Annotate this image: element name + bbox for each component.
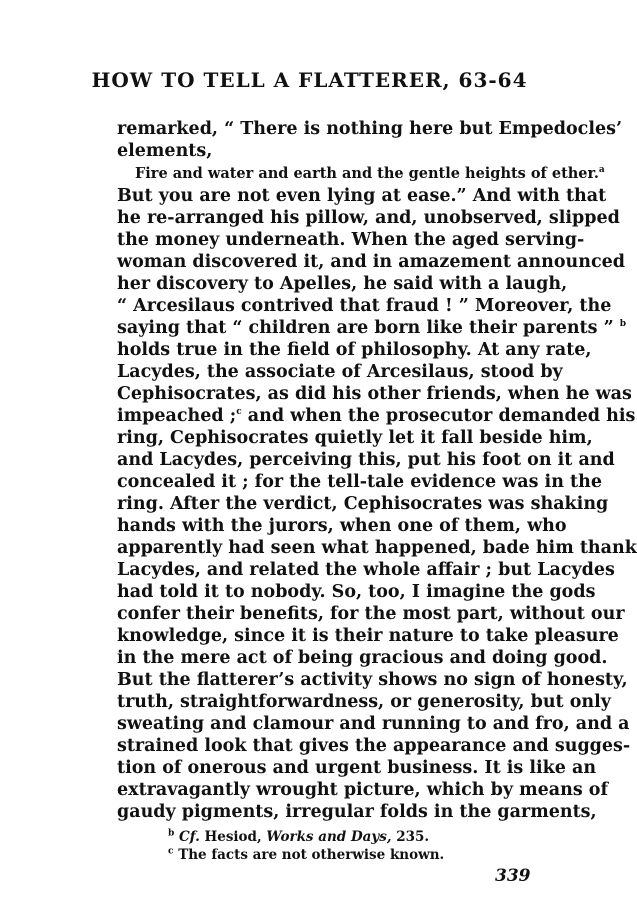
- text-line: [117, 317, 627, 339]
- text-line: and Lacydes, perceiving this, put his foot on it and: [117, 450, 615, 470]
- footnote-work-title: Works and Days,: [266, 829, 392, 845]
- text-line: hands with the jurors, when one of them, who: [117, 516, 567, 536]
- text-segment: saying that “ children are born like their parents ”: [117, 318, 614, 338]
- footnote-c: [168, 847, 444, 864]
- text-line: apparently had seen what happened, bade him thank: [117, 538, 637, 558]
- verse-text: Fire and water and earth and the gentle heights of ether.: [135, 165, 599, 182]
- text-line: her discovery to Apelles, he said with a laugh,: [117, 274, 568, 294]
- text-line: concealed it ; for the tell-tale evidence was in the: [117, 472, 602, 492]
- footnote-text: Hesiod,: [204, 829, 262, 845]
- text-segment: and when the prosecutor demanded his: [241, 406, 636, 426]
- footnote-b: [168, 829, 429, 846]
- text-line: confer their benefits, for the most part, without our: [117, 604, 625, 624]
- footnote-ref-c: c: [236, 407, 242, 418]
- text-line: in the mere act of being gracious and doing good.: [117, 648, 608, 668]
- text-line: woman discovered it, and in amazement announced: [117, 252, 625, 272]
- page-number: 339: [495, 866, 531, 886]
- text-line: holds true in the field of philosophy. At any rate,: [117, 340, 592, 360]
- text-line: ring. After the verdict, Cephisocrates was shaking: [117, 494, 609, 514]
- text-line: remarked, “ There is nothing here but Empedocles’: [117, 119, 623, 139]
- footnote-mark: c: [168, 846, 174, 857]
- text-line: sweating and clamour and running to and fro, and a: [117, 714, 630, 734]
- text-line: Lacydes, and related the whole affair ; but Lacydes: [117, 560, 615, 580]
- footnote-cf: Cf.: [179, 829, 200, 845]
- verse-line: [135, 163, 605, 185]
- footnote-text: The facts are not otherwise known.: [178, 847, 445, 863]
- text-line: Lacydes, the associate of Arcesilaus, stood by: [117, 362, 563, 382]
- text-line: ring, Cephisocrates quietly let it fall beside him,: [117, 428, 593, 448]
- text-line: gaudy pigments, irregular folds in the garments,: [117, 802, 597, 822]
- text-line: But the flatterer’s activity shows no sign of honesty,: [117, 670, 628, 690]
- footnote-ref-b: b: [619, 319, 627, 330]
- text-line: truth, straightforwardness, or generosity, but only: [117, 692, 611, 712]
- text-line: [117, 405, 636, 427]
- text-line: he re-arranged his pillow, and, unobserved, slipped: [117, 208, 620, 228]
- footnote-ref-a: a: [598, 165, 605, 176]
- text-line: But you are not even lying at ease.” And with that: [117, 186, 607, 206]
- text-line: extravagantly wrought picture, which by means of: [117, 780, 608, 800]
- text-line: strained look that gives the appearance and sugges-: [117, 736, 631, 756]
- footnote-mark: b: [168, 828, 175, 839]
- text-line: elements,: [117, 141, 213, 161]
- text-line: knowledge, since it is their nature to take pleasure: [117, 626, 619, 646]
- text-line: “ Arcesilaus contrived that fraud ! ” Moreover, the: [117, 296, 612, 316]
- text-line: tion of onerous and urgent business. It is like an: [117, 758, 597, 778]
- text-segment: impeached ;: [117, 406, 237, 426]
- text-line: Cephisocrates, as did his other friends, when he was: [117, 384, 632, 404]
- text-line: the money underneath. When the aged serving-: [117, 230, 585, 250]
- text-line: had told it to nobody. So, too, I imagine the gods: [117, 582, 596, 602]
- footnote-text: 235.: [396, 829, 430, 845]
- running-header: HOW TO TELL A FLATTERER, 63-64: [91, 68, 528, 92]
